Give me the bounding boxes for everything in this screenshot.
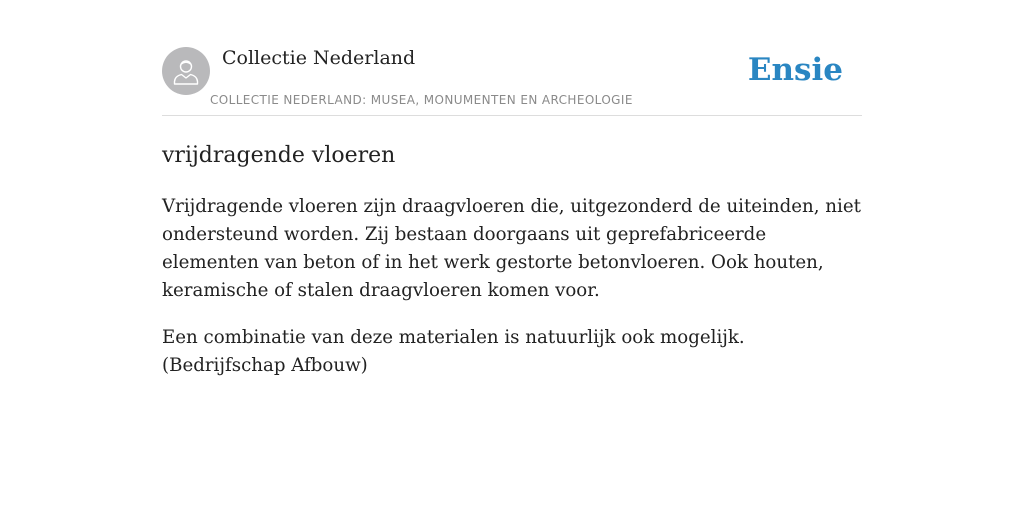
definition-paragraph: Een combinatie van deze materialen is natuurlijk ook mogelijk. (Bedrijfschap Afbouw) [162,327,745,376]
user-silhouette-icon [162,47,210,95]
definition-paragraph: Vrijdragende vloeren zijn draagvloeren die, uitgezonderd de uiteinden, niet ondersteund worden. Zij bestaan doorgaans uit geprefabriceerde elementen van beton of in het werk gestorte betonvloeren. Ook houten, keramische of stalen draagvloeren komen voor. [162,196,861,301]
author-name[interactable]: Collectie Nederland [222,47,416,69]
entry-term: vrijdragende vloeren [162,143,396,168]
avatar[interactable] [162,47,210,95]
site-logo[interactable]: Ensie [747,52,843,88]
entry-definition [162,193,862,380]
collection-name[interactable]: COLLECTIE NEDERLAND: MUSEA, MONUMENTEN EN ARCHEOLOGIE [210,93,633,107]
card-header [162,40,862,116]
definition-card [162,40,862,380]
